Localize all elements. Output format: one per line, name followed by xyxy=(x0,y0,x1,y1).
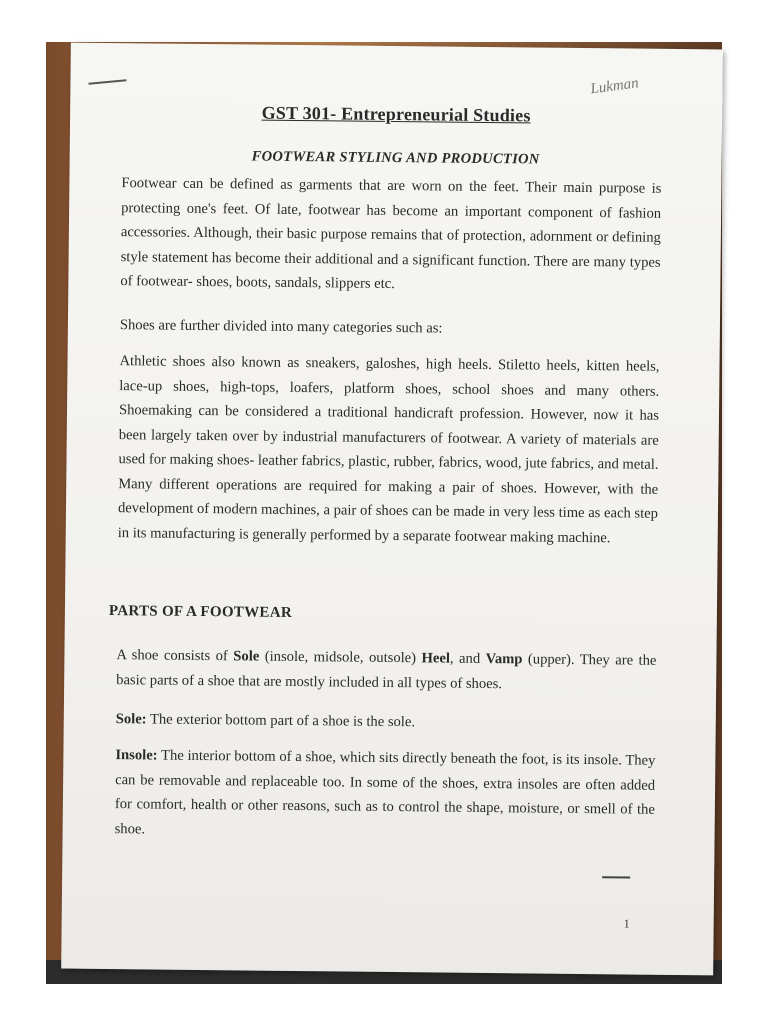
paragraph-parts-text: (upper). They are the basic parts of a shoe that are mostly included in all types of shoes. xyxy=(116,651,657,692)
pen-mark xyxy=(88,79,126,85)
paragraph-shoemaking: Athletic shoes also known as sneakers, galoshes, high heels. Stiletto heels, kitten heels, lace-up shoes, high-tops, loafers, platform shoes, school shoes and many others. Shoemaking can be considered a traditional handicraft profession. However, now it has been largely taken over by industrial manufacturers of footwear. A variety of materials are used for making shoes- leather fabrics, plastic, rubber, fabrics, wood, jute fabrics, and metal. Many different operations are required for making a pair of shoes. However, with the development of modern machines, a pair of shoes can be made in very less time as each step in its manufacturing is generally performed by a separate footwear making machine. xyxy=(117,353,660,546)
insole-label: Insole: xyxy=(115,747,158,764)
paragraph-intro: Footwear can be defined as garments that are worn on the feet. Their main purpose is protecting one's feet. Of late, footwear has become an important component of fashion accessories. Although, their basic purpose remains that of protection, adornment or defining style statement has become their additional and a significant function. There are many types of footwear- shoes, boots, sandals, slippers etc. xyxy=(120,175,662,293)
term-vamp: Vamp xyxy=(485,650,523,668)
page-number: 1 xyxy=(623,916,630,931)
insole-definition: The interior bottom of a shoe, which sits directly beneath the foot, is its insole. They can be removable and replaceable too. In some of the shoes, extra insoles are often added for comfort, health or other reasons, such as to control the shape, moisture, or smell of the shoe. xyxy=(114,747,656,837)
term-heel: Heel xyxy=(421,650,451,667)
paragraph-parts-text: , and xyxy=(449,650,486,667)
section-heading: PARTS OF A FOOTWEAR xyxy=(108,603,293,621)
paragraph-parts-text: A shoe consists of xyxy=(116,647,234,665)
document-title: GST 301- Entrepreneurial Studies xyxy=(261,102,531,126)
paragraph-sole xyxy=(116,707,656,737)
paragraph-parts xyxy=(116,643,656,698)
sole-definition: The exterior bottom part of a shoe is the sole. xyxy=(146,711,416,731)
paragraph-parts-text: (insole, midsole, outsole) xyxy=(259,648,422,667)
document-page xyxy=(61,43,723,976)
pen-mark xyxy=(602,876,630,878)
handwritten-note: Lukman xyxy=(589,75,640,98)
sole-label: Sole: xyxy=(115,711,147,728)
paragraph-categories: Shoes are further divided into many categories such as: xyxy=(119,317,443,337)
paragraph-insole xyxy=(115,743,656,847)
term-sole: Sole xyxy=(233,648,260,665)
document-subtitle: FOOTWEAR STYLING AND PRODUCTION xyxy=(251,148,540,168)
